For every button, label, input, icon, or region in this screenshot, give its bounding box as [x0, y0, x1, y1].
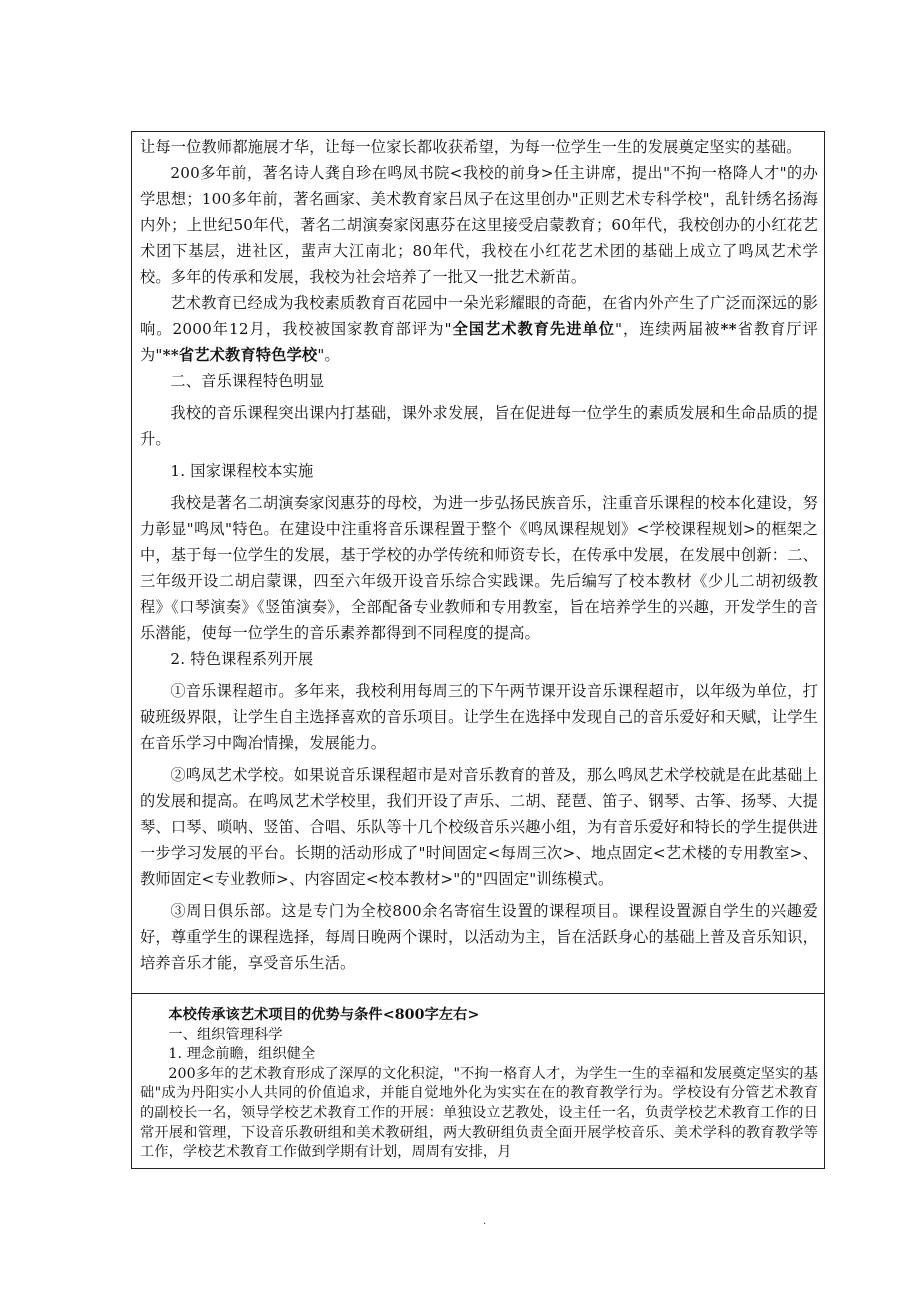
- honors-redacted-mark: **: [720, 320, 737, 338]
- paragraph-history: 200多年前，著名诗人龚自珍在鸣凤书院<我校的前身>任主讲席，提出"不拘一格降人才"的办学思想；100多年前，著名画家、美术教育家吕凤子在这里创办"正则艺术专科学校"，乱针绣名扬海内外；上世纪50年代，著名二胡演奏家闵惠芬在这里接受启蒙教育；60年代，我校创办的小红花艺术团下基层，进社区，蜚声大江南北；80年代，我校在小红花艺术团的基础上成立了鸣凤艺术学校。多年的传承和发展，我校为社会培养了一批又一批艺术新苗。: [140, 164, 818, 286]
- school-profile-cell: [132, 132, 824, 994]
- heading-featured-course: 2. 特色课程系列开展: [170, 650, 314, 668]
- paragraph-course-market: ①音乐课程超市。多年来，我校利用每周三的下午两节课开设音乐课程超市，以年级为单位，打破班级界限，让学生自主选择喜欢的音乐项目。让学生在选择中发现自己的音乐爱好和天赋，让学生在音乐学习中陶冶情操，发展能力。: [140, 682, 818, 752]
- advantages-cell: [132, 994, 824, 1168]
- honors-text-4: "。: [317, 346, 340, 364]
- document-table: [131, 131, 825, 1169]
- paragraph-sunday-club: ③周日俱乐部。这是专门为全校800余名寄宿生设置的课程项目。课程设置源自学生的兴趣爱好，尊重学生的课程选择，每周日晚两个课时，以活动为主，旨在活跃身心的基础上普及音乐知识，培养音乐才能，享受音乐生活。: [140, 902, 818, 972]
- honor-provincial-award: **省艺术教育特色学校: [162, 346, 318, 364]
- honors-text-3: 省教育厅评为": [140, 320, 819, 364]
- paragraph-music-course: 我校的音乐课程突出课内打基础，课外求发展，旨在促进每一位学生的素质发展和生命品质的提升。: [140, 404, 818, 448]
- paragraph-national-course: 我校是著名二胡演奏家闵惠芬的母校，为进一步弘扬民族音乐，注重音乐课程的校本化建设，努力彰显"鸣凤"特色。在建设中注重将音乐课程置于整个《鸣凤课程规划》<学校课程规划>的框架之中，基于每一位学生的发展，基于学校的办学传统和师资专长，在传承中发展，在发展中创新：二、三年级开设二胡启蒙课，四至六年级开设音乐综合实践课。先后编写了校本教材《少儿二胡初级教程》《口琴演奏》《竖笛演奏》，全部配备专业教师和专用教室，旨在培养学生的兴趣，开发学生的音乐潜能，使每一位学生的音乐素养都得到不同程度的提高。: [140, 494, 818, 642]
- heading-music-course: 二、音乐课程特色明显: [170, 372, 325, 390]
- advantages-title: 本校传承该艺术项目的优势与条件<800字左右>: [168, 1007, 480, 1023]
- honor-national-award: 全国艺术教育先进单位: [451, 320, 615, 338]
- paragraph-art-school: ②鸣凤艺术学校。如果说音乐课程超市是对音乐教育的普及，那么鸣凤艺术学校就是在此基础上的发展和提高。在鸣凤艺术学校里，我们开设了声乐、二胡、琵琶、笛子、钢琴、古筝、扬琴、大提琴、口琴、唢呐、竖笛、合唱、乐队等十几个校级音乐兴趣小组，为有音乐爱好和特长的学生提供进一步学习发展的平台。长期的活动形成了"时间固定<每周三次>、地点固定<艺术楼的专用教室>、教师固定<专业教师>、内容固定<校本教材>"的"四固定"训练模式。: [140, 766, 818, 888]
- heading-management: 一、组织管理科学: [168, 1026, 283, 1043]
- paragraph-management: 200多年的艺术教育形成了深厚的文化积淀，"不拘一格育人才，为学生一生的幸福和发展奠定坚实的基础"成为丹阳实小人共同的价值追求，并能自觉地外化为实实在在的教育教学行为。学校设有分管艺术教育的副校长一名，领导学校艺术教育工作的开展：单独设立艺教处，设主任一名，负责学校艺术教育工作的日常开展和管理，下设音乐教研组和美术教研组，两大教研组负责全面开展学校音乐、美术学科的教育教学等工作，学校艺术教育工作做到学期有计划，周周有安排，月: [140, 1065, 818, 1161]
- paragraph-intro-end: 让每一位教师都施展才华，让每一位家长都收获希望，为每一位学生一生的发展奠定坚实的基础。: [140, 138, 802, 156]
- heading-national-course: 1. 国家课程校本实施: [170, 462, 314, 480]
- honors-text-2: "，连续两届被: [615, 320, 721, 338]
- page-mark: .: [483, 1216, 487, 1227]
- honors-text-1: 艺术教育已经成为我校素质教育百花园中一朵光彩耀眼的奇葩，在省内外产生了广泛而深远的影响。2000年12月，我校被国家教育部评为": [140, 294, 818, 338]
- paragraph-honors: [140, 290, 818, 368]
- heading-concept: 1. 理念前瞻，组织健全: [168, 1046, 316, 1063]
